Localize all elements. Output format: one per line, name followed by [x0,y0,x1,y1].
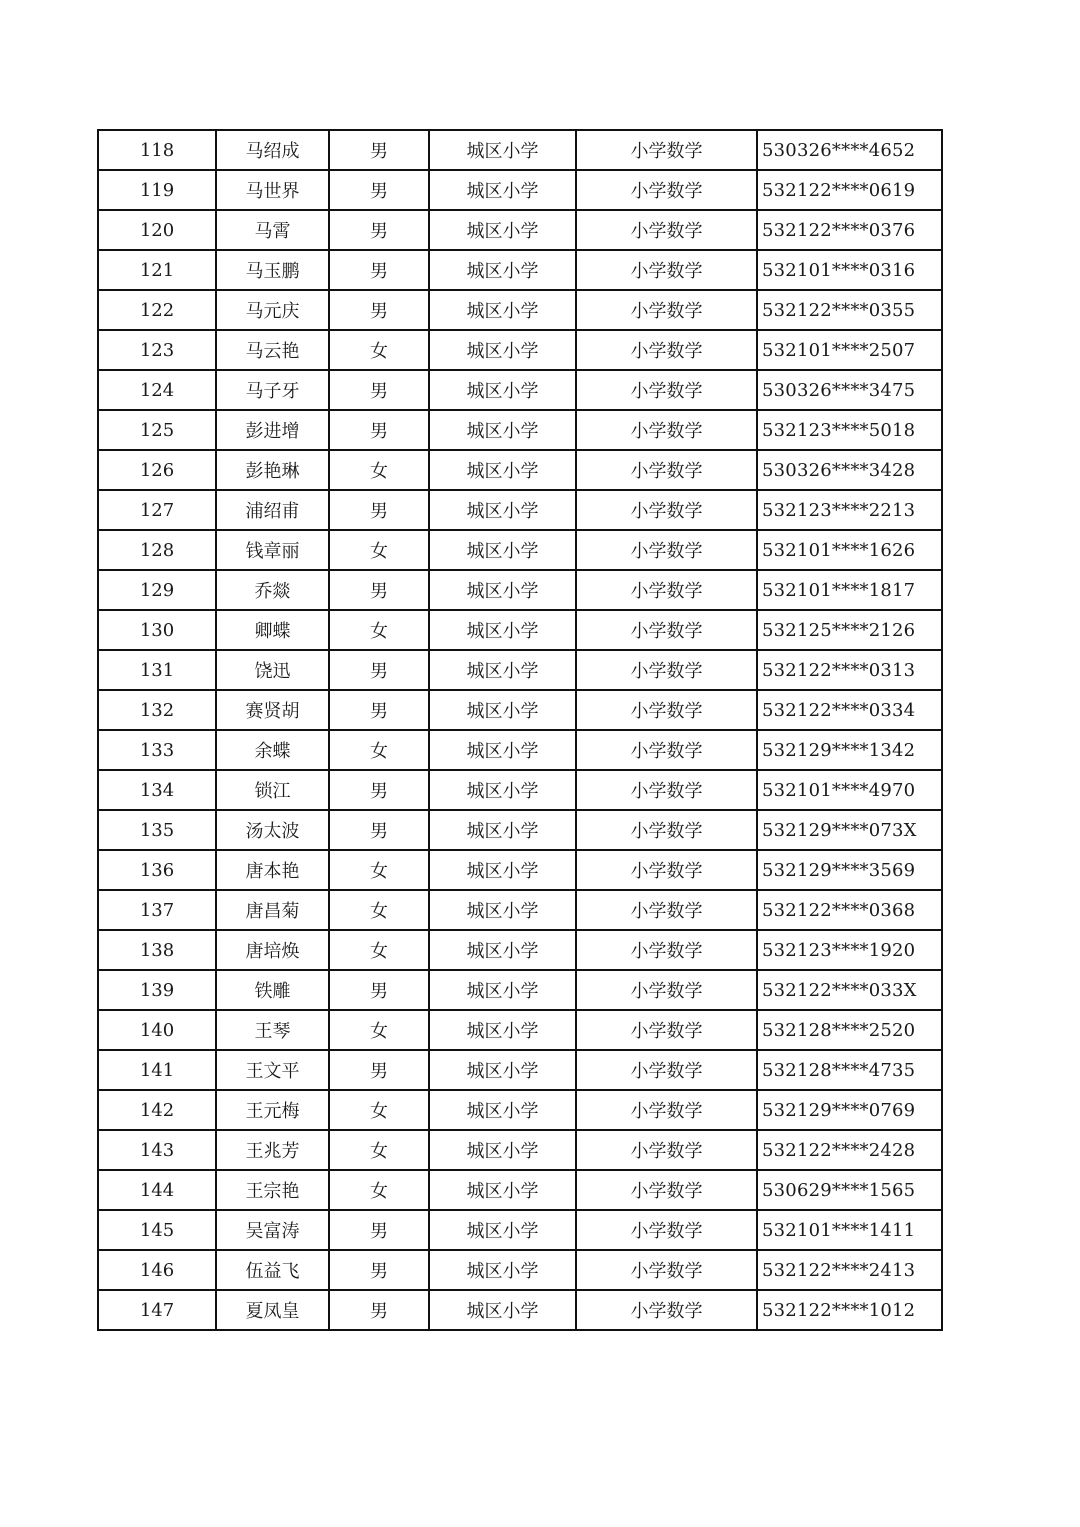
gender-cell: 男 [329,690,429,730]
id-number-cell: 530326****3428 [757,450,942,490]
school-cell: 城区小学 [429,730,576,770]
table-row [98,970,942,1010]
serial-number-cell: 146 [98,1250,216,1290]
name-cell: 王元梅 [216,1090,329,1130]
serial-number-cell: 119 [98,170,216,210]
table-row [98,770,942,810]
name-cell: 钱章丽 [216,530,329,570]
gender-cell: 女 [329,1090,429,1130]
subject-cell: 小学数学 [576,610,757,650]
subject-cell: 小学数学 [576,170,757,210]
gender-cell: 男 [329,210,429,250]
subject-cell: 小学数学 [576,730,757,770]
table-row [98,530,942,570]
school-cell: 城区小学 [429,130,576,170]
gender-cell: 男 [329,370,429,410]
subject-cell: 小学数学 [576,530,757,570]
subject-cell: 小学数学 [576,210,757,250]
name-cell: 伍益飞 [216,1250,329,1290]
id-number-cell: 532122****0355 [757,290,942,330]
name-cell: 彭进增 [216,410,329,450]
serial-number-cell: 147 [98,1290,216,1330]
serial-number-cell: 140 [98,1010,216,1050]
school-cell: 城区小学 [429,170,576,210]
subject-cell: 小学数学 [576,1050,757,1090]
subject-cell: 小学数学 [576,410,757,450]
subject-cell: 小学数学 [576,890,757,930]
name-cell: 铁雕 [216,970,329,1010]
school-cell: 城区小学 [429,330,576,370]
gender-cell: 男 [329,490,429,530]
id-number-cell: 532129****1342 [757,730,942,770]
table-row [98,930,942,970]
id-number-cell: 532101****4970 [757,770,942,810]
gender-cell: 男 [329,250,429,290]
serial-number-cell: 127 [98,490,216,530]
name-cell: 夏凤皇 [216,1290,329,1330]
id-number-cell: 532125****2126 [757,610,942,650]
school-cell: 城区小学 [429,1010,576,1050]
school-cell: 城区小学 [429,530,576,570]
table-row [98,1130,942,1170]
subject-cell: 小学数学 [576,570,757,610]
gender-cell: 女 [329,1130,429,1170]
name-cell: 唐本艳 [216,850,329,890]
name-cell: 马元庆 [216,290,329,330]
serial-number-cell: 144 [98,1170,216,1210]
gender-cell: 男 [329,570,429,610]
table-row [98,250,942,290]
name-cell: 唐培焕 [216,930,329,970]
subject-cell: 小学数学 [576,770,757,810]
serial-number-cell: 125 [98,410,216,450]
id-number-cell: 532123****2213 [757,490,942,530]
school-cell: 城区小学 [429,850,576,890]
table-row [98,1290,942,1330]
table-row [98,570,942,610]
gender-cell: 女 [329,930,429,970]
school-cell: 城区小学 [429,570,576,610]
subject-cell: 小学数学 [576,850,757,890]
subject-cell: 小学数学 [576,290,757,330]
table-row [98,1170,942,1210]
subject-cell: 小学数学 [576,1250,757,1290]
subject-cell: 小学数学 [576,250,757,290]
serial-number-cell: 122 [98,290,216,330]
name-cell: 唐昌菊 [216,890,329,930]
id-number-cell: 532101****1411 [757,1210,942,1250]
id-number-cell: 532129****3569 [757,850,942,890]
table-row [98,330,942,370]
serial-number-cell: 129 [98,570,216,610]
serial-number-cell: 121 [98,250,216,290]
subject-cell: 小学数学 [576,1170,757,1210]
serial-number-cell: 142 [98,1090,216,1130]
name-cell: 马霄 [216,210,329,250]
id-number-cell: 532101****1626 [757,530,942,570]
id-number-cell: 532129****073X [757,810,942,850]
id-number-cell: 530629****1565 [757,1170,942,1210]
subject-cell: 小学数学 [576,450,757,490]
id-number-cell: 532122****0368 [757,890,942,930]
id-number-cell: 532101****2507 [757,330,942,370]
table-row [98,850,942,890]
serial-number-cell: 118 [98,130,216,170]
gender-cell: 男 [329,770,429,810]
serial-number-cell: 131 [98,650,216,690]
table-row [98,690,942,730]
serial-number-cell: 136 [98,850,216,890]
id-number-cell: 532123****1920 [757,930,942,970]
serial-number-cell: 143 [98,1130,216,1170]
table-row [98,1250,942,1290]
subject-cell: 小学数学 [576,1090,757,1130]
table-row [98,1010,942,1050]
gender-cell: 男 [329,170,429,210]
serial-number-cell: 139 [98,970,216,1010]
gender-cell: 男 [329,1290,429,1330]
table-row [98,450,942,490]
subject-cell: 小学数学 [576,330,757,370]
name-cell: 赛贤胡 [216,690,329,730]
gender-cell: 女 [329,1170,429,1210]
name-cell: 卿蝶 [216,610,329,650]
name-cell: 马子牙 [216,370,329,410]
name-cell: 乔燚 [216,570,329,610]
school-cell: 城区小学 [429,970,576,1010]
school-cell: 城区小学 [429,210,576,250]
school-cell: 城区小学 [429,290,576,330]
serial-number-cell: 141 [98,1050,216,1090]
serial-number-cell: 135 [98,810,216,850]
gender-cell: 女 [329,850,429,890]
subject-cell: 小学数学 [576,1290,757,1330]
roster-table [97,129,943,1331]
school-cell: 城区小学 [429,410,576,450]
id-number-cell: 532123****5018 [757,410,942,450]
name-cell: 汤太波 [216,810,329,850]
name-cell: 马绍成 [216,130,329,170]
id-number-cell: 530326****3475 [757,370,942,410]
subject-cell: 小学数学 [576,130,757,170]
gender-cell: 女 [329,1010,429,1050]
name-cell: 浦绍甫 [216,490,329,530]
roster-table-body [98,130,942,1330]
serial-number-cell: 132 [98,690,216,730]
name-cell: 彭艳琳 [216,450,329,490]
name-cell: 王琴 [216,1010,329,1050]
gender-cell: 男 [329,810,429,850]
name-cell: 余蝶 [216,730,329,770]
table-row [98,810,942,850]
gender-cell: 男 [329,650,429,690]
serial-number-cell: 126 [98,450,216,490]
serial-number-cell: 128 [98,530,216,570]
name-cell: 王宗艳 [216,1170,329,1210]
id-number-cell: 532122****0313 [757,650,942,690]
subject-cell: 小学数学 [576,810,757,850]
table-row [98,1210,942,1250]
gender-cell: 女 [329,530,429,570]
subject-cell: 小学数学 [576,490,757,530]
table-row [98,290,942,330]
serial-number-cell: 130 [98,610,216,650]
school-cell: 城区小学 [429,1170,576,1210]
id-number-cell: 532128****4735 [757,1050,942,1090]
serial-number-cell: 120 [98,210,216,250]
name-cell: 王文平 [216,1050,329,1090]
table-row [98,410,942,450]
id-number-cell: 530326****4652 [757,130,942,170]
gender-cell: 男 [329,1250,429,1290]
serial-number-cell: 124 [98,370,216,410]
serial-number-cell: 123 [98,330,216,370]
school-cell: 城区小学 [429,1210,576,1250]
table-row [98,1050,942,1090]
name-cell: 马玉鹏 [216,250,329,290]
school-cell: 城区小学 [429,690,576,730]
id-number-cell: 532122****0334 [757,690,942,730]
gender-cell: 男 [329,1050,429,1090]
subject-cell: 小学数学 [576,370,757,410]
table-row [98,170,942,210]
serial-number-cell: 134 [98,770,216,810]
subject-cell: 小学数学 [576,690,757,730]
school-cell: 城区小学 [429,1290,576,1330]
name-cell: 锁江 [216,770,329,810]
id-number-cell: 532122****0376 [757,210,942,250]
gender-cell: 女 [329,610,429,650]
school-cell: 城区小学 [429,650,576,690]
table-row [98,890,942,930]
school-cell: 城区小学 [429,610,576,650]
school-cell: 城区小学 [429,810,576,850]
table-row [98,610,942,650]
table-row [98,370,942,410]
subject-cell: 小学数学 [576,1010,757,1050]
subject-cell: 小学数学 [576,1210,757,1250]
school-cell: 城区小学 [429,1050,576,1090]
id-number-cell: 532128****2520 [757,1010,942,1050]
gender-cell: 女 [329,330,429,370]
id-number-cell: 532122****1012 [757,1290,942,1330]
name-cell: 马世界 [216,170,329,210]
school-cell: 城区小学 [429,890,576,930]
serial-number-cell: 137 [98,890,216,930]
serial-number-cell: 138 [98,930,216,970]
school-cell: 城区小学 [429,370,576,410]
id-number-cell: 532101****0316 [757,250,942,290]
school-cell: 城区小学 [429,490,576,530]
subject-cell: 小学数学 [576,1130,757,1170]
gender-cell: 男 [329,130,429,170]
name-cell: 马云艳 [216,330,329,370]
school-cell: 城区小学 [429,450,576,490]
table-row [98,1090,942,1130]
id-number-cell: 532129****0769 [757,1090,942,1130]
gender-cell: 女 [329,450,429,490]
id-number-cell: 532122****033X [757,970,942,1010]
table-row [98,650,942,690]
subject-cell: 小学数学 [576,970,757,1010]
subject-cell: 小学数学 [576,650,757,690]
school-cell: 城区小学 [429,930,576,970]
gender-cell: 女 [329,890,429,930]
school-cell: 城区小学 [429,1250,576,1290]
gender-cell: 男 [329,290,429,330]
id-number-cell: 532101****1817 [757,570,942,610]
school-cell: 城区小学 [429,1090,576,1130]
id-number-cell: 532122****2428 [757,1130,942,1170]
gender-cell: 男 [329,1210,429,1250]
school-cell: 城区小学 [429,770,576,810]
name-cell: 王兆芳 [216,1130,329,1170]
school-cell: 城区小学 [429,1130,576,1170]
serial-number-cell: 133 [98,730,216,770]
subject-cell: 小学数学 [576,930,757,970]
gender-cell: 女 [329,730,429,770]
name-cell: 饶迅 [216,650,329,690]
table-row [98,490,942,530]
name-cell: 吴富涛 [216,1210,329,1250]
id-number-cell: 532122****2413 [757,1250,942,1290]
table-row [98,210,942,250]
serial-number-cell: 145 [98,1210,216,1250]
school-cell: 城区小学 [429,250,576,290]
id-number-cell: 532122****0619 [757,170,942,210]
table-row [98,730,942,770]
gender-cell: 男 [329,410,429,450]
table-row [98,130,942,170]
gender-cell: 男 [329,970,429,1010]
